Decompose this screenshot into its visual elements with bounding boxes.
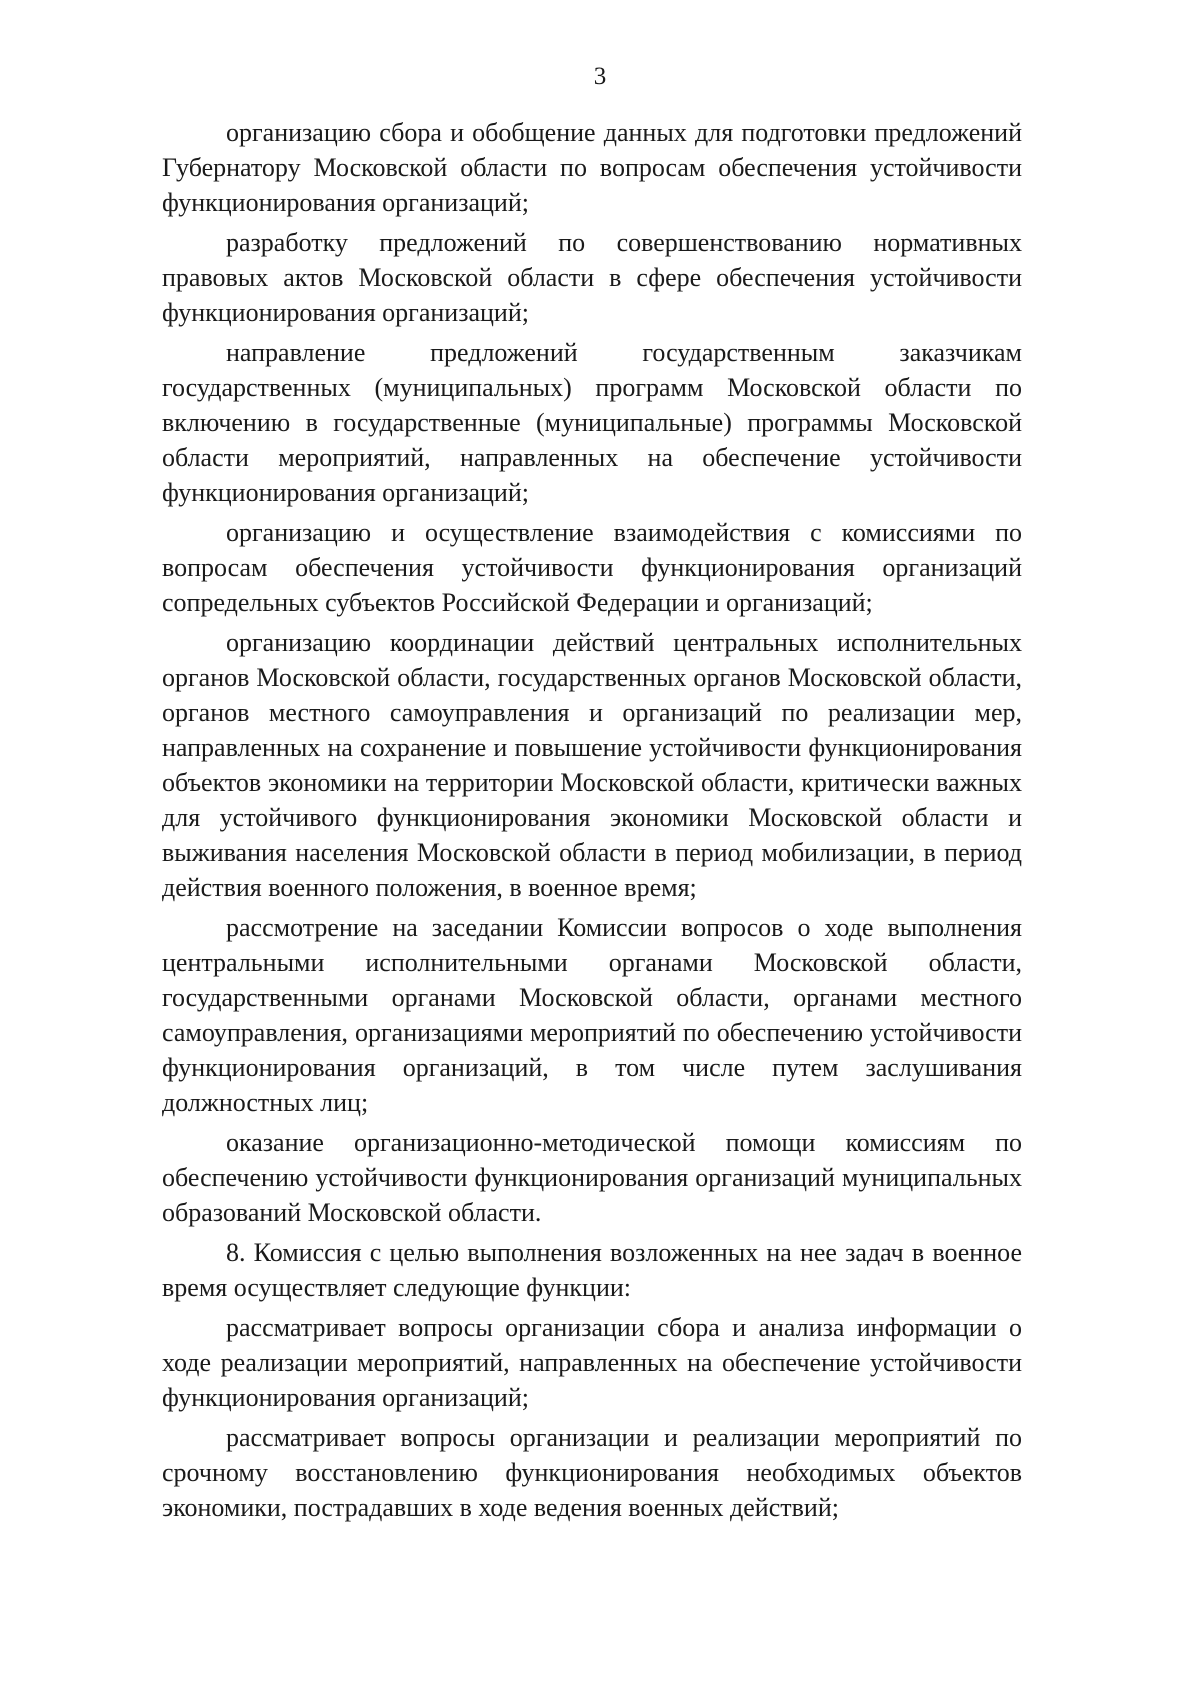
paragraph: организацию сбора и обобщение данных для подготовки предложений Губернатору Московской области по вопросам обеспечения устойчивости функционирования организаций;: [162, 118, 1022, 217]
page-number: 3: [593, 63, 607, 90]
document-body: [162, 115, 1022, 1530]
paragraph: оказание организационно-методической помощи комиссиям по обеспечению устойчивости функционирования организаций муниципальных образований Московской области.: [162, 1128, 1022, 1227]
paragraph: направление предложений государственным заказчикам государственных (муниципальных) программ Московской области по включению в государственные (муниципальные) программы Московской области мероприятий, направленных на обеспечение устойчивости функционирования организаций;: [162, 338, 1022, 507]
paragraph: организацию координации действий центральных исполнительных органов Московской области, государственных органов Московской области, органов местного самоуправления и организаций по реализации мер, направленных на сохранение и повышение устойчивости функционирования объектов экономики на территории Московской области, критически важных для устойчивого функционирования экономики Московской области и выживания населения Московской области в период мобилизации, в период действия военного положения, в военное время;: [162, 628, 1022, 902]
paragraph: рассмотрение на заседании Комиссии вопросов о ходе выполнения центральными исполнительными органами Московской области, государственными органами Московской области, органами местного самоуправления, организациями мероприятий по обеспечению устойчивости функционирования организаций, в том числе путем заслушивания должностных лиц;: [162, 913, 1022, 1117]
section-8-paragraph: 8. Комиссия с целью выполнения возложенных на нее задач в военное время осуществляет следующие функции:: [162, 1238, 1022, 1302]
paragraph: разработку предложений по совершенствованию нормативных правовых актов Московской области в сфере обеспечения устойчивости функционирования организаций;: [162, 228, 1022, 327]
paragraph: рассматривает вопросы организации и реализации мероприятий по срочному восстановлению функционирования необходимых объектов экономики, пострадавших в ходе ведения военных действий;: [162, 1423, 1022, 1522]
paragraph: рассматривает вопросы организации сбора и анализа информации о ходе реализации мероприятий, направленных на обеспечение устойчивости функционирования организаций;: [162, 1313, 1022, 1412]
paragraph: организацию и осуществление взаимодействия с комиссиями по вопросам обеспечения устойчивости функционирования организаций сопредельных субъектов Российской Федерации и организаций;: [162, 518, 1022, 617]
